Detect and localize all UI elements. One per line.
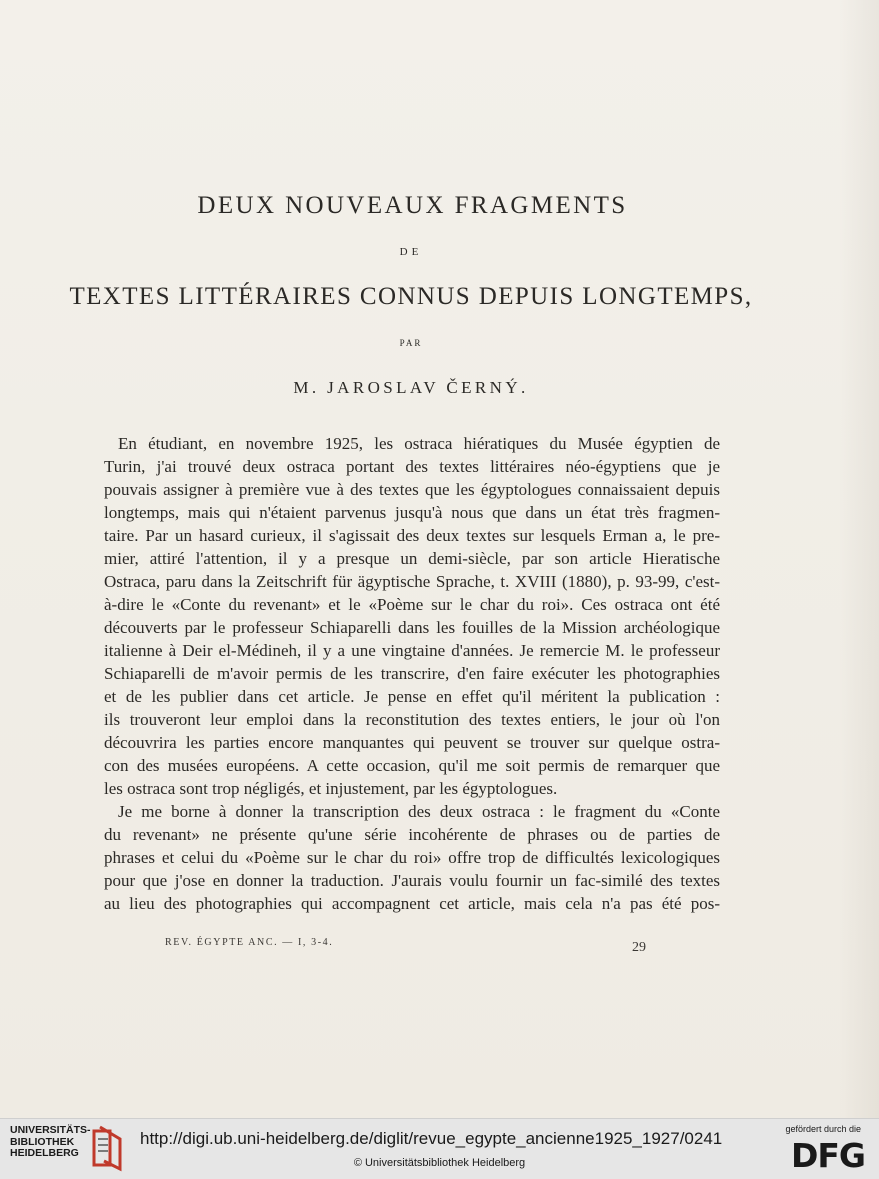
- paragraph-1: [104, 432, 720, 800]
- text-line: Turin, j'ai trouvé deux ostraca portant des textes littéraires néo-égyptiens que je: [104, 457, 720, 476]
- paragraph-2: [104, 800, 720, 915]
- title-connector-par: PAR: [399, 338, 423, 348]
- article-body: [104, 432, 720, 915]
- text-line: pour que j'ose en donner la traduction. J'aurais voulu fournir un fac-similé des textes: [104, 871, 720, 890]
- text-line: Je me borne à donner la transcription des deux ostraca : le fragment du «Conte: [118, 802, 720, 821]
- title-line-1: DEUX NOUVEAUX FRAGMENTS: [197, 192, 628, 219]
- permalink-url[interactable]: http://digi.ub.uni-heidelberg.de/diglit/revue_egypte_ancienne1925_1927/0241: [140, 1129, 723, 1148]
- text-line: con des musées européens. A cette occasion, qu'il me soit permis de remarquer que: [104, 756, 720, 775]
- text-line: à-dire le «Conte du revenant» et le «Poème sur le char du roi». Ces ostraca ont été: [104, 595, 720, 614]
- text-line: longtemps, mais qui n'étaient parvenus jusqu'à nous que dans un état très fragmen-: [104, 503, 720, 522]
- journal-reference: REV. ÉGYPTE ANC. — I, 3-4.: [165, 937, 334, 948]
- page-edge-shadow: [839, 0, 879, 1118]
- library-name-line: UNIVERSITÄTS-: [10, 1124, 91, 1136]
- text-line: phrases et celui du «Poème sur le char du roi» offre trop de difficultés lexicologiques: [104, 848, 720, 867]
- text-line: Ostraca, paru dans la Zeitschrift für ägyptische Sprache, t. XVIII (1880), p. 93-99, c'est-: [104, 572, 720, 591]
- funded-by-label: gefördert durch die: [785, 1124, 861, 1134]
- text-line: les ostraca sont trop négligés, et injustement, par les égyptologues.: [104, 779, 558, 798]
- text-line: ils trouveront leur emploi dans la reconstitution des textes entiers, le jour où l'on: [104, 710, 720, 729]
- author-name: M. JAROSLAV ČERNÝ.: [293, 378, 529, 397]
- text-line: Schiaparelli de m'avoir permis de les transcrire, d'en faire exécuter les photographies: [104, 664, 720, 683]
- text-line: et de les publier dans cet article. Je pense en effet qu'il méritent la publication :: [104, 687, 720, 706]
- text-line: découvrira les parties encore manquantes qui peuvent se trouver sur quelque ostra-: [104, 733, 720, 752]
- text-line: au lieu des photographies qui accompagnent cet article, mais cela n'a pas été pos-: [104, 894, 720, 913]
- text-line: En étudiant, en novembre 1925, les ostraca hiératiques du Musée égyptien de: [118, 434, 720, 453]
- library-name-line: BIBLIOTHEK: [10, 1135, 75, 1148]
- library-footer-bar: [0, 1118, 879, 1179]
- text-line: mier, attiré l'attention, il y a presque un demi-siècle, par son article Hieratische: [104, 549, 720, 568]
- dfg-logo: DFG: [790, 1136, 865, 1175]
- page-number: 29: [632, 940, 646, 955]
- title-connector-de: DE: [399, 246, 423, 258]
- copyright-notice: © Universitätsbibliothek Heidelberg: [353, 1157, 526, 1169]
- text-line: pouvais assigner à première vue à des textes que les égyptologues connaissaient depuis: [104, 480, 720, 499]
- text-line: du revenant» ne présente qu'une série incohérente de phrases ou de parties de: [104, 825, 720, 844]
- text-line: italienne à Deir el-Médineh, il y a une vingtaine d'années. Je remercie M. le professeur: [104, 641, 720, 660]
- library-name: [10, 1125, 91, 1160]
- title-line-2: TEXTES LITTÉRAIRES CONNUS DEPUIS LONGTEMPS,: [69, 283, 753, 310]
- text-line: découverts par le professeur Schiaparelli dans les fouilles de la Mission archéologique: [104, 618, 720, 637]
- library-name-line: HEIDELBERG: [10, 1147, 79, 1159]
- text-line: taire. Par un hasard curieux, il s'agissait des deux textes sur lesquels Erman a, le pre-: [104, 526, 720, 545]
